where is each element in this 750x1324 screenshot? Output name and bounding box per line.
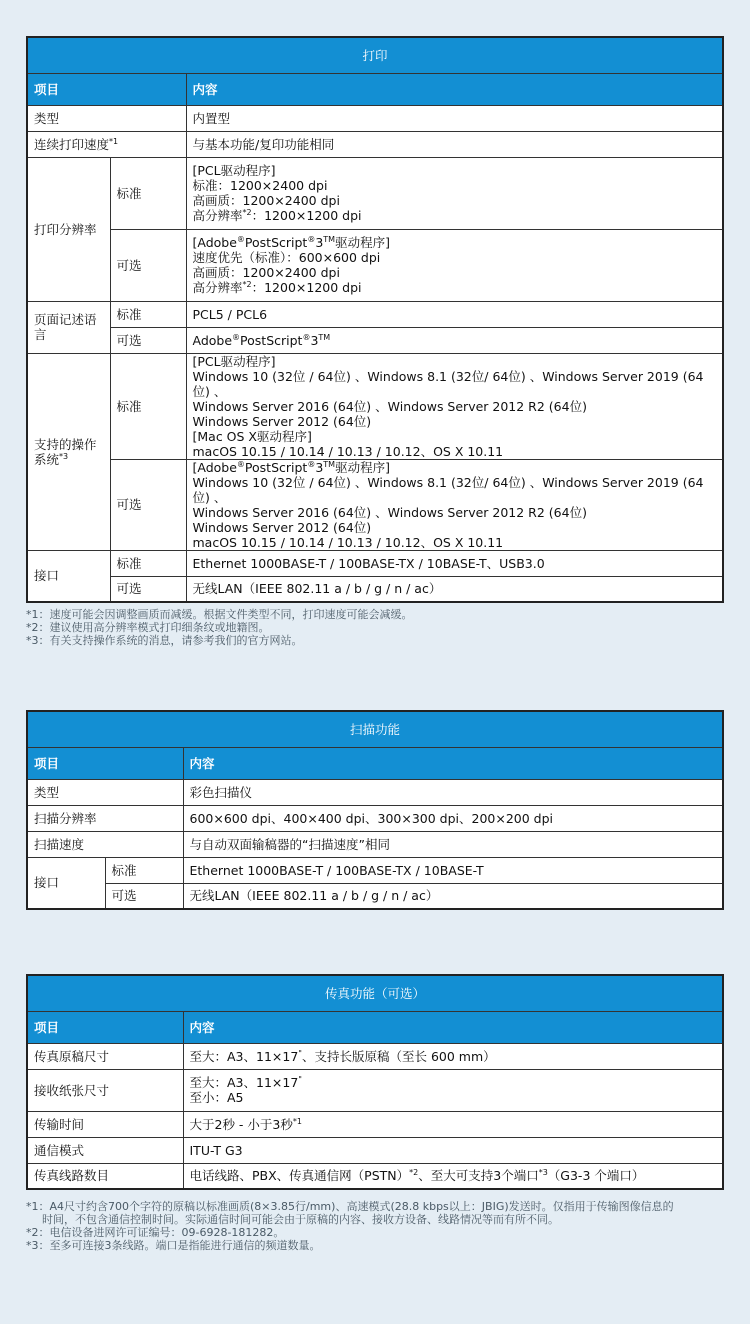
print-type-label: 类型 (27, 105, 186, 131)
scan-title: 扫描功能 (27, 711, 723, 747)
print-resolution-label: 打印分辨率 (27, 157, 110, 301)
print-resolution-opt-label: 可选 (110, 229, 186, 301)
print-type-value: 内置型 (186, 105, 723, 131)
print-resolution-std-label: 标准 (110, 157, 186, 229)
print-interface-opt-label: 可选 (110, 576, 186, 602)
print-interface-label: 接口 (27, 550, 110, 602)
fax-lines-label: 传真线路数目 (27, 1163, 183, 1189)
fax-spec-table (26, 974, 724, 1190)
fax-lines-value: 电话线路、PBX、传真通信网（PSTN）$^{*2}$、至大可支持3个端口$^{*3}$（G3-3 个端口） (183, 1163, 723, 1189)
print-os-std-label: 标准 (110, 353, 186, 459)
print-os-opt-value: [Adobe®PostScript®3™驱动程序] Windows 10 (32位 / 64位) 、Windows 8.1 (32位/ 64位) 、Windows Server 2019 (64位) 、 Windows Server 2016 (64位) 、Windows Server 2012 R2 (64位) Windows Server 2012 (64位) macOS 10.15 / 10.14 / 10.13 / 10.12、OS X 10.11 (186, 459, 723, 550)
print-resolution-opt-value: [Adobe®PostScript®3™驱动程序] 速度优先（标准）：600×600 dpi 高画质：1200×2400 dpi 高分辨率$^{*2}$：1200×1200 dpi (186, 229, 723, 301)
fax-mode-value: ITU-T G3 (183, 1137, 723, 1163)
print-os-opt-label: 可选 (110, 459, 186, 550)
fax-header-item: 项目 (27, 1011, 183, 1043)
fax-header-content: 内容 (183, 1011, 723, 1043)
print-title: 打印 (27, 37, 723, 73)
print-pdl-std-label: 标准 (110, 301, 186, 327)
fax-original-value: 至大：A3、11×17"、支持长版原稿（至长 600 mm） (183, 1043, 723, 1069)
scan-type-value: 彩色扫描仪 (183, 779, 723, 805)
print-notes (26, 608, 726, 647)
print-speed-label: 连续打印速度$^{*1}$ (27, 131, 186, 157)
fax-note-2: *2：电信设备进网许可证编号：09-6928-181282。 (26, 1226, 285, 1239)
fax-title: 传真功能（可选） (27, 975, 723, 1011)
fax-note-1: *1：A4尺寸约含700个字符的原稿以标准画质(8×3.85行/mm)、高速模式(28.8 kbps以上：JBIG)发送时。仅指用于传输图像信息的 (26, 1200, 674, 1213)
print-resolution-std-value: [PCL驱动程序] 标准：1200×2400 dpi 高画质：1200×2400 dpi 高分辨率$^{*2}$：1200×1200 dpi (186, 157, 723, 229)
fax-time-label: 传输时间 (27, 1111, 183, 1137)
scan-speed-label: 扫描速度 (27, 831, 183, 857)
fax-note-1-cont: 时间，不包含通信控制时间。实际通信时间可能会由于原稿的内容、接收方设备、线路情况等而有所不同。 (42, 1213, 559, 1226)
scan-resolution-label: 扫描分辨率 (27, 805, 183, 831)
fax-note-3: *3：至多可连接3条线路。端口是指能进行通信的频道数量。 (26, 1239, 321, 1252)
print-os-std-value: [PCL驱动程序] Windows 10 (32位 / 64位) 、Windows 8.1 (32位/ 64位) 、Windows Server 2019 (64位) 、 Windows Server 2016 (64位) 、Windows Server 2012 R2 (64位) Windows Server 2012 (64位) [Mac OS X驱动程序] macOS 10.15 / 10.14 / 10.13 / 10.12、OS X 10.11 (186, 353, 723, 459)
scan-interface-std-value: Ethernet 1000BASE-T / 100BASE-TX / 10BASE-T (183, 857, 723, 883)
header-content: 内容 (186, 73, 723, 105)
print-pdl-opt-label: 可选 (110, 327, 186, 353)
scan-resolution-value: 600×600 dpi、400×400 dpi、300×300 dpi、200×200 dpi (183, 805, 723, 831)
fax-time-value: 大于2秒 - 小于3秒$^{*1}$ (183, 1111, 723, 1137)
print-interface-std-value: Ethernet 1000BASE-T / 100BASE-TX / 10BASE-T、USB3.0 (186, 550, 723, 576)
fax-mode-label: 通信模式 (27, 1137, 183, 1163)
fax-section (26, 974, 724, 1190)
print-pdl-std-value: PCL5 / PCL6 (186, 301, 723, 327)
scan-header-content: 内容 (183, 747, 723, 779)
fax-original-label: 传真原稿尺寸 (27, 1043, 183, 1069)
print-os-label: 支持的操作系统$^{*3}$ (27, 353, 110, 550)
fax-paper-value: 至大：A3、11×17" 至小：A5 (183, 1069, 723, 1111)
scan-speed-value: 与自动双面输稿器的“扫描速度”相同 (183, 831, 723, 857)
scan-spec-table (26, 710, 724, 910)
scan-section (26, 710, 724, 910)
header-item: 项目 (27, 73, 186, 105)
print-note-2: *2：建议使用高分辨率模式打印细条纹或地籍图。 (26, 621, 270, 634)
scan-interface-opt-value: 无线LAN（IEEE 802.11 a / b / g / n / ac） (183, 883, 723, 909)
print-pdl-label: 页面记述语言 (27, 301, 110, 353)
print-pdl-opt-value: Adobe®PostScript®3™ (186, 327, 723, 353)
print-speed-value: 与基本功能/复印功能相同 (186, 131, 723, 157)
print-section (26, 36, 724, 603)
scan-type-label: 类型 (27, 779, 183, 805)
scan-interface-opt-label: 可选 (105, 883, 183, 909)
print-note-1: *1：速度可能会因调整画质而减缓。根据文件类型不同，打印速度可能会减缓。 (26, 608, 413, 621)
fax-notes (26, 1200, 726, 1252)
scan-interface-label: 接口 (27, 857, 105, 909)
scan-header-item: 项目 (27, 747, 183, 779)
fax-paper-label: 接收纸张尺寸 (27, 1069, 183, 1111)
print-interface-opt-value: 无线LAN（IEEE 802.11 a / b / g / n / ac） (186, 576, 723, 602)
print-interface-std-label: 标准 (110, 550, 186, 576)
print-note-3: *3：有关支持操作系统的消息，请参考我们的官方网站。 (26, 634, 303, 647)
scan-interface-std-label: 标准 (105, 857, 183, 883)
print-spec-table (26, 36, 724, 603)
